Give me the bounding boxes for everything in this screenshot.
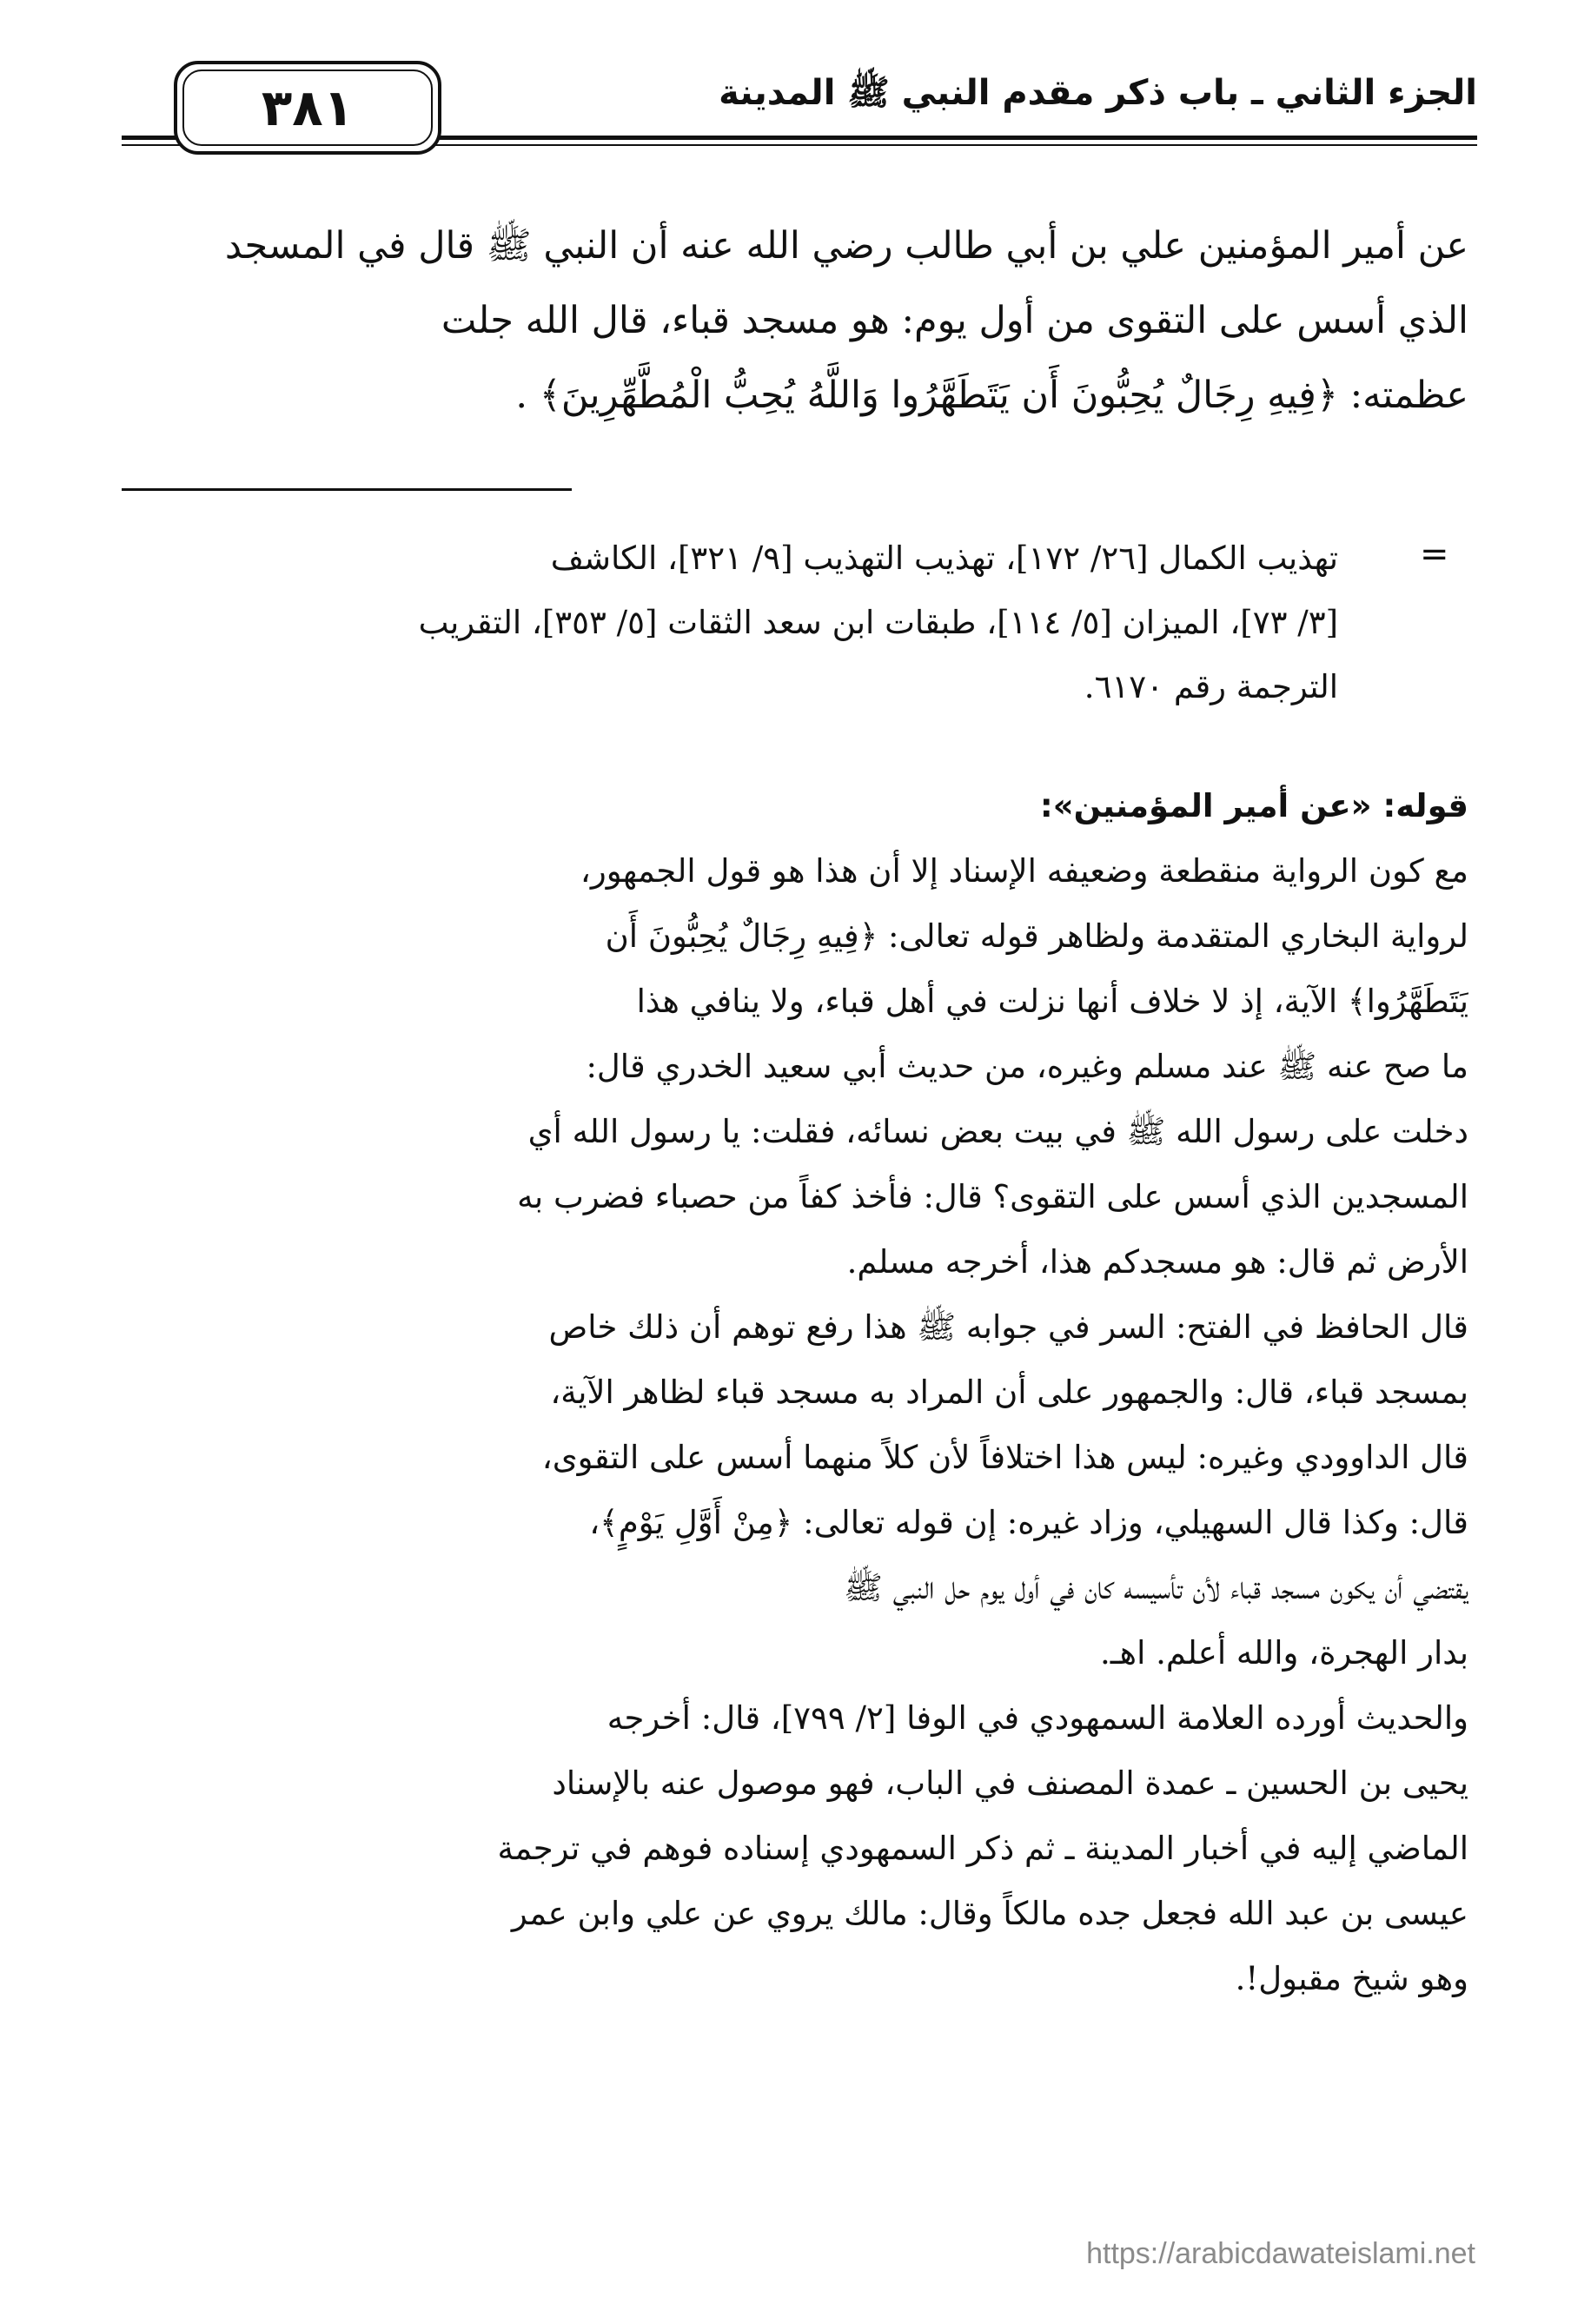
commentary-line: والحديث أورده العلامة السمهودي في الوفا [٢/ ٧٩٩]، قال: أخرجه (607, 1699, 1468, 1737)
commentary-heading: قوله: «عن أمير المؤمنين»: (1039, 787, 1468, 824)
main-line: عظمته: ﴿فِيهِ رِجَالٌ يُحِبُّونَ أَن يَتَطَهَّرُوا وَاللَّهُ يُحِبُّ الْمُطَّهِّرِينَ﴾ . (515, 374, 1468, 417)
commentary-line: لرواية البخاري المتقدمة ولظاهر قوله تعالى: ﴿فِيهِ رِجَالٌ يُحِبُّونَ أَن (605, 917, 1468, 955)
main-line: عن أمير المؤمنين علي بن أبي طالب رضي الله عنه أن النبي ﷺ قال في المسجد (224, 224, 1468, 268)
footnote-line: تهذيب الكمال [٢٦/ ١٧٢]، تهذيب التهذيب [٩/ ٣٢١]، الكاشف (550, 540, 1338, 577)
commentary-line: الأرض ثم قال: هو مسجدكم هذا، أخرجه مسلم. (846, 1243, 1468, 1281)
commentary-line: وهو شيخ مقبول!. (1235, 1960, 1468, 1997)
commentary-line: يقتضي أن يكون مسجد قباء لأن تأسيسه كان في أول يوم حل النبي ﷺ (844, 1569, 1468, 1606)
commentary-line: عيسى بن عبد الله فجعل جده مالكاً وقال: مالك يروي عن علي وابن عمر (511, 1895, 1468, 1932)
footnote-line: الترجمة رقم ٦١٧٠. (1084, 668, 1338, 705)
commentary-line: الماضي إليه في أخبار المدينة ـ ثم ذكر السمهودي إسناده فوهم في ترجمة (497, 1830, 1468, 1867)
commentary-line: قال الحافظ في الفتح: السر في جوابه ﷺ هذا رفع توهم أن ذلك خاص (548, 1308, 1468, 1346)
commentary-line: قال الداوودي وغيره: ليس هذا اختلافاً لأن كلاً منهما أسس على التقوى، (541, 1439, 1468, 1476)
commentary (104, 773, 1468, 2011)
footnote-line: [٣/ ٧٣]، الميزان [٥/ ١١٤]، طبقات ابن سعد الثقات [٥/ ٣٥٣]، التقريب (418, 604, 1338, 641)
commentary-line: بمسجد قباء، قال: والجمهور على أن المراد به مسجد قباء لظاهر الآية، (550, 1374, 1468, 1411)
footnote-text (191, 526, 1338, 719)
footnote-continuation-marker: = (1420, 534, 1449, 574)
commentary-line: المسجدين الذي أسس على التقوى؟ قال: فأخذ كفاً من حصباء فضرب به (517, 1178, 1468, 1215)
commentary-line: مع كون الرواية منقطعة وضعيفه الإسناد إلا أن هذا هو قول الجمهور، (580, 852, 1468, 890)
footnote-separator (122, 488, 572, 491)
page-number-frame (174, 61, 441, 155)
commentary-line: ما صح عنه ﷺ عند مسلم وغيره، من حديث أبي سعيد الخدري قال: (586, 1048, 1468, 1085)
running-header-title: الجزء الثاني ـ باب ذكر مقدم النبي ﷺ المدينة (719, 73, 1477, 113)
commentary-line: دخلت على رسول الله ﷺ في بيت بعض نسائه، فقلت: يا رسول الله أي (527, 1113, 1468, 1150)
page-header (122, 61, 1477, 156)
commentary-line: يحيى بن الحسين ـ عمدة المصنف في الباب، فهو موصول عنه بالإسناد (552, 1765, 1468, 1802)
page-number: ٣٨١ (261, 78, 355, 137)
main-line: الذي أسس على التقوى من أول يوم: هو مسجد قباء، قال الله جلت (441, 299, 1468, 342)
commentary-line: بدار الهجرة، والله أعلم. اهـ. (1099, 1634, 1468, 1672)
watermark-url: https://arabicdawateislami.net (1086, 2237, 1475, 2270)
commentary-line: يَتَطَهَّرُوا﴾ الآية، إذ لا خلاف أنها نزلت في أهل قباء، ولا ينافي هذا (636, 983, 1468, 1020)
main-text (104, 209, 1468, 433)
commentary-line: قال: وكذا قال السهيلي، وزاد غيره: إن قوله تعالى: ﴿مِنْ أَوَّلِ يَوْمٍ﴾، (589, 1504, 1468, 1541)
